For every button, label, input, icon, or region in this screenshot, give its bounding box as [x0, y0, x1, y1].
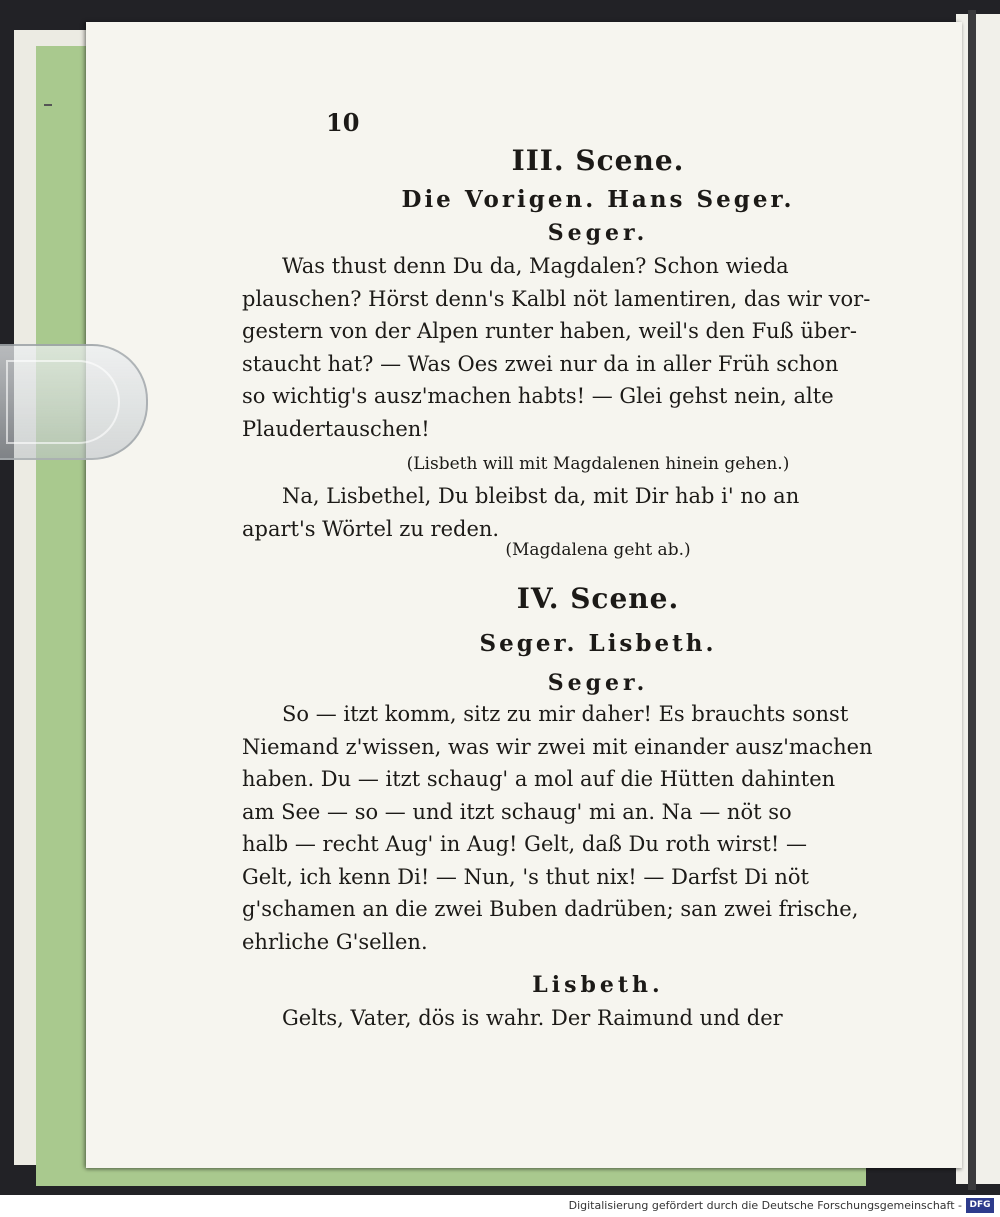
margin-mark [44, 104, 52, 106]
page-number: 10 [326, 108, 360, 137]
scene-heading-iii: III. Scene. [511, 144, 685, 177]
right-page-edge [956, 14, 1000, 1184]
speaker-lisbeth: Lisbeth. [532, 972, 664, 998]
text-line: am See — so — und itzt schaug' mi an. Na — nöt so [242, 799, 792, 824]
text-line: Gelts, Vater, dös is wahr. Der Raimund und der [282, 1006, 783, 1030]
right-shadow [968, 10, 976, 1190]
text-line: apart's Wörtel zu reden. [242, 516, 500, 541]
text-line: Gelt, ich kenn Di! — Nun, 's thut nix! — Darfst Di nöt [242, 864, 809, 889]
text-line: haben. Du — itzt schaug' a mol auf die Hütten dahinten [242, 767, 836, 791]
funding-credit: Digitalisierung gefördert durch die Deutsche Forschungsgemeinschaft - [568, 1199, 962, 1212]
dfg-logo: DFG [966, 1198, 994, 1213]
stage-direction: (Lisbeth will mit Magdalenen hinein gehen.) [406, 454, 790, 474]
scene-iv-characters: Seger. Lisbeth. [479, 630, 717, 657]
text-line: halb — recht Aug' in Aug! Gelt, daß Du roth wirst! — [242, 832, 807, 856]
speaker-seger: Seger. [547, 220, 649, 246]
scene-heading-iv: IV. Scene. [516, 582, 680, 615]
text-line: gestern von der Alpen runter haben, weil's den Fuß über- [242, 319, 857, 343]
scene-iv-speech-1 [242, 698, 954, 958]
text-line: Na, Lisbethel, Du bleibst da, mit Dir hab i' no an [282, 484, 800, 508]
scene-iii-speech-2 [242, 480, 954, 545]
text-line: g'schamen an die zwei Buben dadrüben; san zwei frische, [242, 897, 859, 921]
book-page [86, 22, 962, 1168]
text-line: so wichtig's ausz'machen habts! — Glei gehst nein, alte [242, 384, 834, 408]
scene-iii-speech-1 [242, 250, 954, 445]
text-line: Niemand z'wissen, was wir zwei mit einander ausz'machen [242, 734, 873, 759]
scene-iii-characters: Die Vorigen. Hans Seger. [401, 186, 795, 213]
text-line: Plaudertauschen! [242, 416, 430, 441]
stage-direction: (Magdalena geht ab.) [505, 540, 691, 560]
text-line: So — itzt komm, sitz zu mir daher! Es brauchts sonst [282, 702, 849, 726]
page-clip [0, 344, 148, 460]
footer-bar [0, 1195, 1000, 1217]
text-line: ehrliche G'sellen. [242, 929, 428, 954]
text-line: plauschen? Hörst denn's Kalbl nöt lamentiren, das wir vor- [242, 286, 871, 311]
speaker-seger: Seger. [547, 670, 649, 696]
text-line: Was thust denn Du da, Magdalen? Schon wieda [282, 254, 789, 278]
text-line: staucht hat? — Was Oes zwei nur da in aller Früh schon [242, 351, 839, 376]
scene-iv-speech-2 [242, 1002, 954, 1035]
